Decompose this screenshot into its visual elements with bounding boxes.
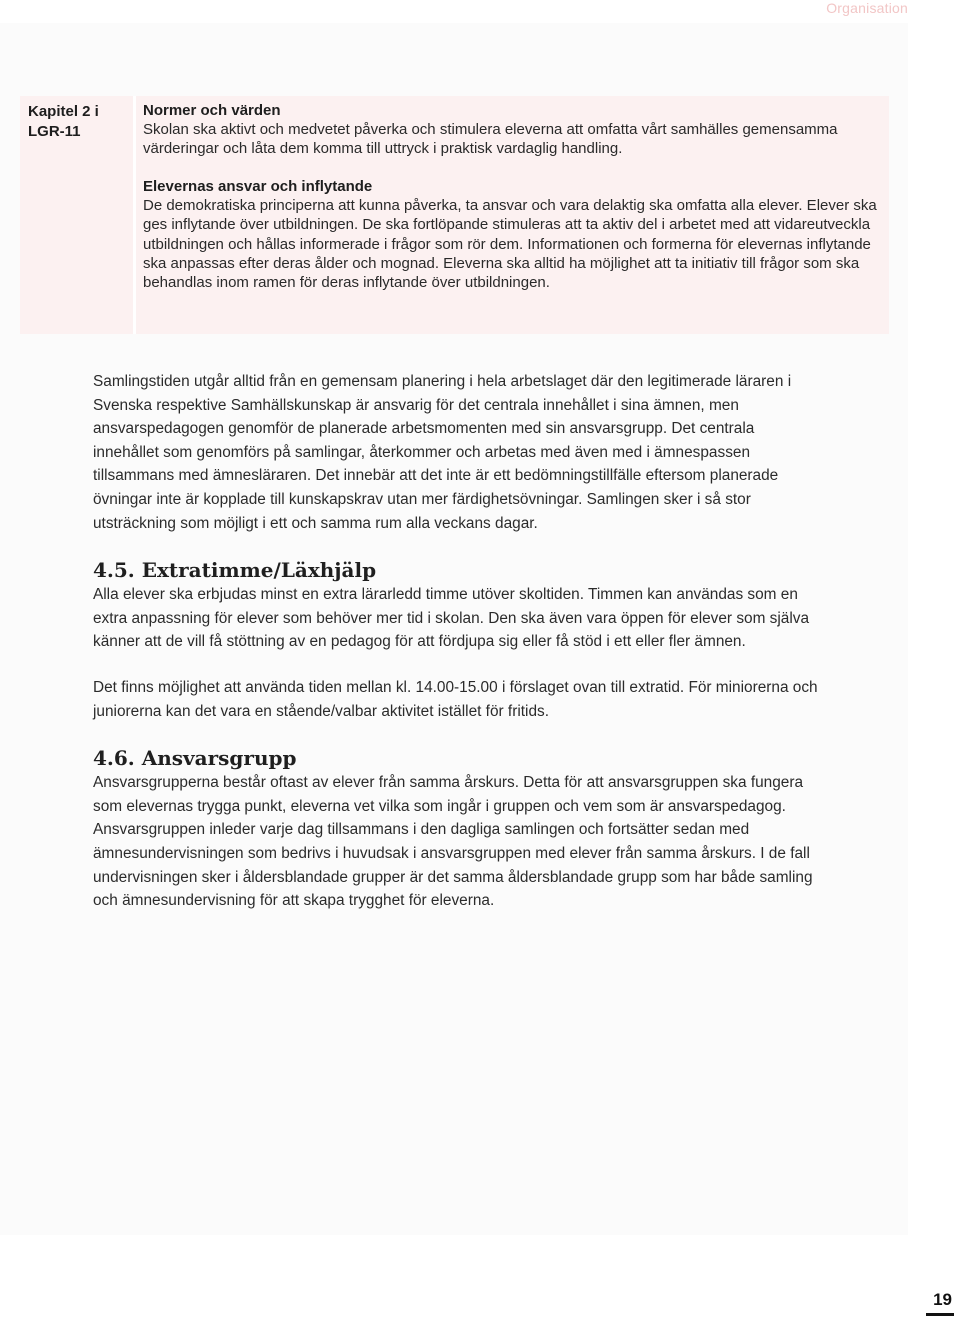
callout-heading-norms: Normer och värden	[143, 102, 281, 119]
section-label: Organisation	[826, 0, 908, 16]
curriculum-reference: Kapitel 2 i LGR-11	[28, 103, 99, 140]
extratimme-paragraph-2: Det finns möjlighet att använda tiden mellan kl. 14.00-15.00 i förslaget ovan till extratid. För miniorerna och juniorerna kan det vara en stående/valbar aktivitet istället för fritids.	[93, 678, 818, 720]
page-number: 19	[933, 1290, 952, 1309]
ansvarsgrupp-paragraph: Ansvarsgrupperna består oftast av elever från samma årskurs. Detta för att ansvarsgruppen ska fungera som elevernas trygga punkt, eleverna vet vilka som ingår i gruppen och vem som är ansvarspedagog. Ansvarsgruppen inleder varje dag tillsammans i den dagliga samlingen och fortsätter sedan med ämnesundervisningen som bedrivs i huvudsak i ansvarsgruppen med elever från samma årskurs. I de fall undervisningen sker i åldersblandade grupper är det samma åldersblandade grupp som har både samling och ämnesundervisning för att skapa trygghet för eleverna.	[93, 774, 813, 910]
callout-text-influence: De demokratiska principerna att kunna påverka, ta ansvar och vara delaktig ska omfatta alla elever. Elever ska ges inflytande över utbildningen. De ska fortlöpande stimuleras att ta aktiv del i arbetet med att vidareutveckla utbildningen och hållas informerade i frågor som rör dem. Informationen och formerna för elevernas inflytande ska anpassas efter deras ålder och mognad. Eleverna ska alltid ha möjlighet att ta initiativ till frågor som ska behandlas inom ramen för deras inflytande över utbildningen.	[143, 196, 877, 292]
page-number-underline	[926, 1313, 954, 1316]
callout-heading-influence: Elevernas ansvar och inflytande	[143, 177, 373, 195]
intro-paragraph: Samlingstiden utgår alltid från en gemensam planering i hela arbetslaget där den legitimerade läraren i Svenska respektive Samhällskunskap är ansvarig för det centrala innehållet i sina ämnen, men ansvarspedagogen genomför de planerade arbetsmomenten med sin ansvarsgrupp. Det centrala innehållet som genomförs på samlingar, återkommer och arbetas med även med i ämnespassen tillsammans med ämneslärаren. Det innebär att det inte är ett bedömningstillfälle eftersom planerade övningar inte är kopplade till kunskapskrav utan mer färdighetsövningar. Samlingen sker i så stor utsträckning som möjligt i ett och samma rum alla veckans dagar.	[93, 373, 792, 532]
section-heading-extratimme: 4.5. Extratimme/Läxhjälp	[93, 558, 377, 583]
extratimme-paragraph-1: Alla elever ska erbjudas minst en extra lärarledd timme utöver skoltiden. Timmen kan användas som en extra anpassning för elever som behöver mer tid i skolan. Den ska även vara öppen för elever som själva känner att de vill få stöttning av en pedagog för att fördjupa sig eller få stöd i ett eller fler ämnen.	[93, 586, 810, 651]
callout-reference-column	[20, 96, 136, 334]
callout-content	[136, 96, 889, 334]
main-content	[93, 370, 823, 913]
curriculum-callout	[20, 96, 889, 334]
callout-text-norms: Skolan ska aktivt och medvetet påverka och stimulera eleverna att omfatta vårt samhälles gemensamma värderingar och låta dem komma till uttryck i praktisk vardaglig handling.	[143, 121, 838, 158]
section-heading-ansvarsgrupp: 4.6. Ansvarsgrupp	[93, 746, 297, 771]
